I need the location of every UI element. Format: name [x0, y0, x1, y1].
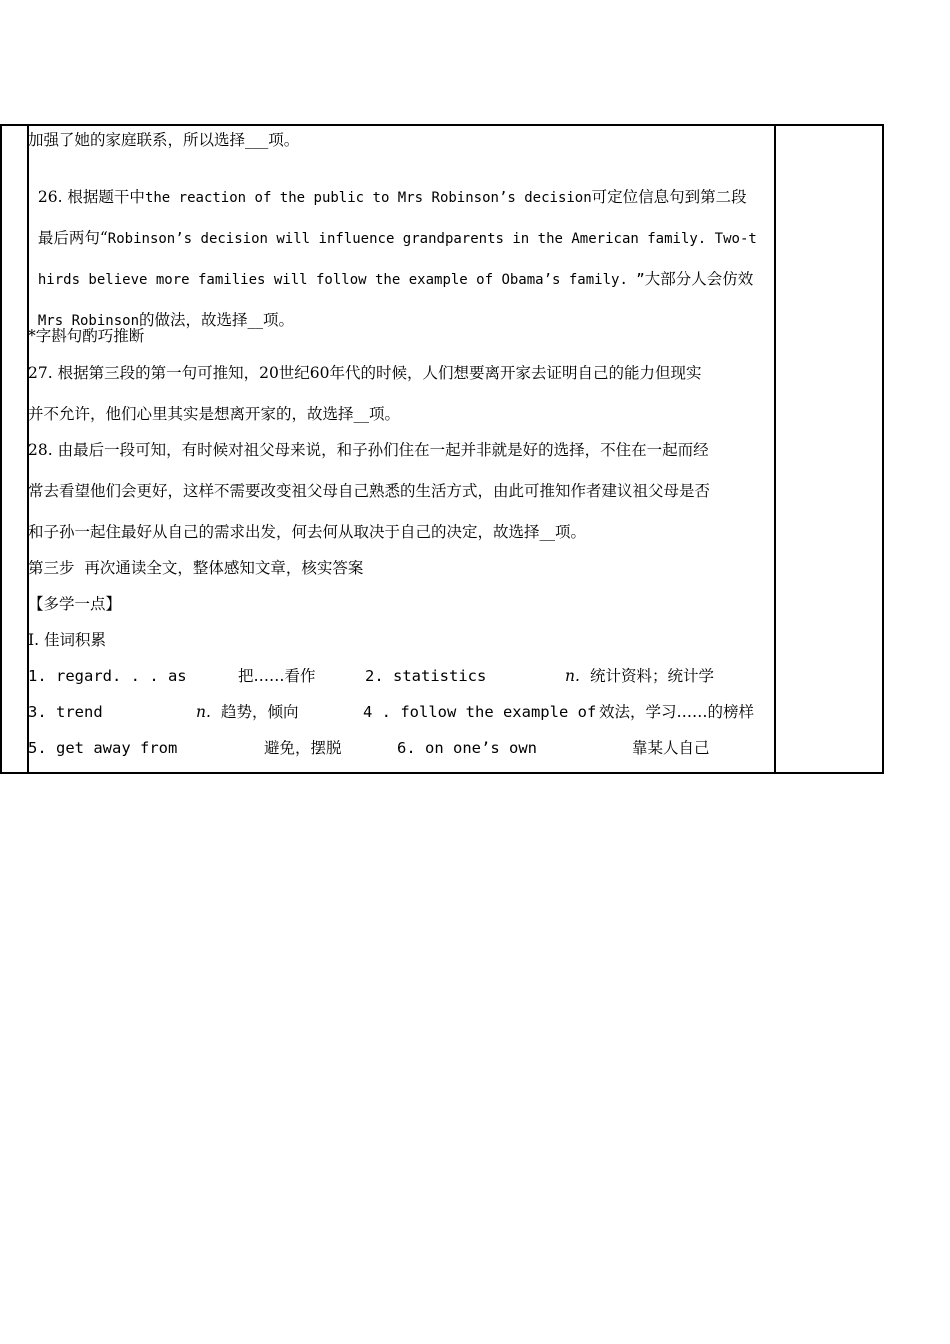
- item-27-line-1: 27. 根据第三段的第一句可推知，20世纪60年代的时候，人们想要离开家去证明自己的能力但现实: [28, 364, 702, 382]
- vocab-2-pos: n.: [565, 667, 580, 685]
- item-27-line-2: 并不允许，他们心里其实是想离开家的，故选择__项。: [28, 405, 401, 423]
- vocab-4-en: 4 . follow the example of: [363, 703, 597, 721]
- learn-more-heading: 【多学一点】: [28, 595, 122, 613]
- vocab-5-zh: 避免，摆脱: [264, 739, 342, 757]
- text-line-1: 加强了她的家庭联系，所以选择___项。: [28, 131, 300, 149]
- vocab-3-en: 3. trend: [28, 703, 103, 721]
- item-26-line-1: 26. 根据题干中the reaction of the public to Mrs Robinson’s decision可定位信息句到第二段: [37, 188, 747, 206]
- item-28-line-3: 和子孙一起住最好从自己的需求出发，何去何从取决于自己的决定，故选择__项。: [28, 523, 587, 541]
- item-26-line-2: 最后两句“Robinson’s decision will influence grandparents in the American family. Two-t: [37, 229, 757, 247]
- item-28-line-1: 28. 由最后一段可知，有时候对祖父母来说，和子孙们住在一起并非就是好的选择，不住在一起而经: [28, 441, 709, 459]
- vocab-2-zh: 统计资料；统计学: [590, 667, 715, 685]
- vocab-1-zh: 把……看作: [238, 667, 316, 685]
- item-26-line-4: Mrs Robinson的做法，故选择__项。: [37, 311, 295, 329]
- vocab-5-en: 5. get away from: [28, 739, 178, 757]
- vocab-2-en: 2. statistics: [365, 667, 487, 685]
- vocab-6-zh: 靠某人自己: [632, 739, 710, 757]
- vocab-1-en: 1. regard. . . as: [28, 667, 187, 685]
- vocab-3-zh: 趋势，倾向: [221, 703, 299, 721]
- vocab-heading: Ⅰ. 佳词积累: [28, 631, 106, 649]
- step-three-heading: 第三步 再次通读全文，整体感知文章，核实答案: [28, 559, 364, 577]
- item-28-line-2: 常去看望他们会更好，这样不需要改变祖父母自己熟悉的生活方式，由此可推知作者建议祖父母是否: [28, 482, 711, 500]
- table-right-divider: [774, 126, 776, 772]
- item-26-line-3: hirds believe more families will follow the example of Obama’s family. ”大部分人会仿效: [37, 270, 754, 288]
- vocab-4-zh: 效法，学习……的榜样: [599, 703, 755, 721]
- vocab-3-pos: n.: [196, 703, 211, 721]
- vocab-6-en: 6. on one’s own: [397, 739, 537, 757]
- section-heading-inference: *字斟句酌巧推断: [28, 327, 145, 345]
